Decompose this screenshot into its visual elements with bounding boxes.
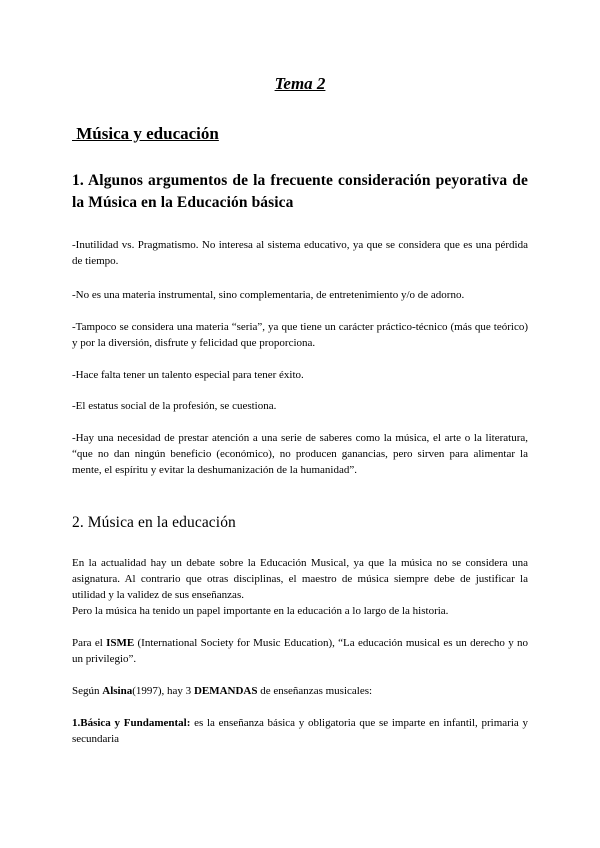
isme-quote: (International Society for Music Education), “La educación musical es un derecho y no un privilegio”. [72, 637, 528, 665]
section-1-item-2: -No es una materia instrumental, sino complementaria, de entretenimiento y/o de adorno. [72, 289, 465, 301]
basic-demand-title: 1.Básica y Fundamental: [72, 717, 191, 729]
section-2-paragraph-1: En la actualidad hay un debate sobre la Educación Musical, ya que la música no se considera una asignatura. Al contrario que otras disciplinas, el maestro de música siempre debe de justificar la utilidad y la validez de sus enseñanzas. [72, 557, 528, 601]
alsina-demandas: DEMANDAS [193, 685, 258, 697]
basic-demand-text: es la enseñanza básica y obligatoria que se imparte en infantil, primaria y secundaria [72, 717, 528, 745]
alsina-suffix: de enseñanzas musicales: [257, 685, 373, 697]
section-1-heading: 1. Algunos argumentos de la frecuente consideración peyorativa de la Música en la Educación básica [72, 172, 528, 211]
page-title: Tema 2 [274, 74, 326, 93]
section-1-item-1: -Inutilidad vs. Pragmatismo. No interesa al sistema educativo, ya que se considera que es una pérdida de tiempo. [72, 239, 528, 267]
section-1-item-6: -Hay una necesidad de prestar atención a una serie de saberes como la música, el arte o la literatura, “que no dan ningún beneficio (económico), no producen ganancias, pero sirven para alimentar la mente, el espíritu y evitar la deshumanización de la humanidad”. [72, 432, 528, 476]
section-1-item-3: -Tampoco se considera una materia “seria”, ya que tiene un carácter práctico-técnico (más que teórico) y por la diversión, disfrute y felicidad que proporciona. [72, 321, 528, 349]
section-2-paragraph-2: Pero la música ha tenido un papel importante en la educación a lo largo de la historia. [72, 605, 449, 617]
alsina-paragraph [72, 683, 528, 699]
alsina-author: Alsina [102, 685, 133, 697]
isme-paragraph [72, 635, 528, 667]
section-2-heading: 2. Música en la educación [72, 514, 236, 531]
isme-acronym: ISME [106, 637, 135, 649]
alsina-middle: (1997), hay 3 [132, 685, 194, 697]
alsina-prefix: Según [72, 685, 103, 697]
section-1-item-4: -Hace falta tener un talento especial para tener éxito. [72, 369, 304, 381]
document-subtitle: Música y educación [72, 124, 219, 143]
section-1-item-5: -El estatus social de la profesión, se cuestiona. [72, 400, 277, 412]
basic-demand-paragraph [72, 715, 528, 747]
isme-prefix: Para el [72, 637, 107, 649]
